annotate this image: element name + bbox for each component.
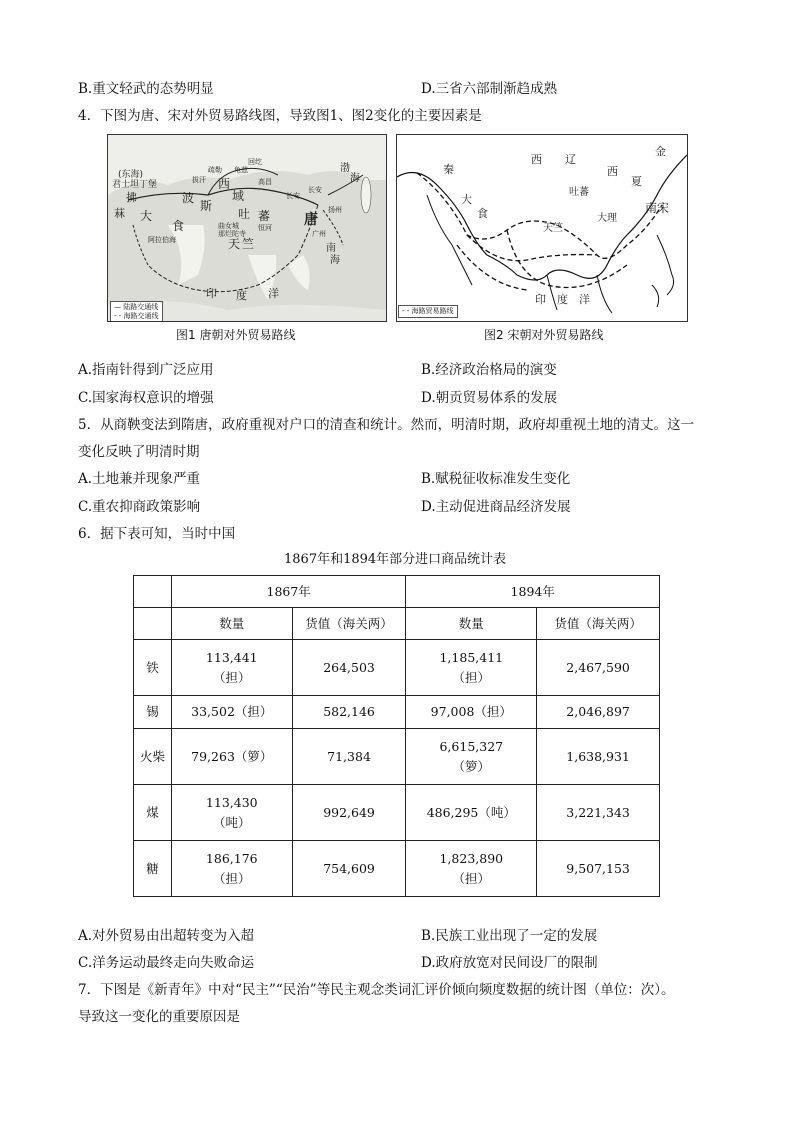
value-1894: 9,507,153 (537, 841, 660, 897)
map2-label-xi2: 西 (607, 165, 618, 178)
item-name: 糖 (134, 841, 172, 897)
map-tang-trade-routes (107, 134, 387, 322)
map2-label-da: 大 (461, 193, 472, 206)
map1-label-bo: 波 (182, 191, 195, 205)
q5-option-c: C.重农抑商政策影响 (78, 499, 201, 515)
map1-label-shi: 食 (172, 219, 185, 233)
table-row (134, 696, 660, 729)
quantity-1867 (171, 640, 292, 696)
map1-label-lin: 菻 (114, 207, 125, 220)
table-corner-cell-2 (134, 608, 172, 640)
quantity-1894-unit: （担） (452, 669, 491, 685)
quantity-1894-unit: （箩） (452, 758, 491, 774)
map1-label-zhu: 竺 (242, 237, 255, 251)
map1-legend-land: — 陆路交通线 (114, 303, 159, 311)
q6-option-a: A.对外贸易由出超转变为入超 (78, 928, 255, 944)
q6-stem: 6．据下表可知，当时中国 (78, 526, 236, 542)
map1-label-bo2: 渤 (340, 163, 350, 174)
table-row (134, 785, 660, 841)
map1-legend-land-label: 陆路交通线 (123, 303, 159, 311)
q5-option-b: B.赋税征收标准发生变化 (421, 471, 571, 487)
map2-label-xi: 西 (531, 153, 542, 166)
map1-label-huihe: 回纥 (248, 158, 262, 166)
q4-option-c: C.国家海权意识的增强 (78, 390, 214, 406)
map2-label-xia: 夏 (631, 175, 642, 188)
value-1867: 754,609 (292, 841, 406, 897)
map2-label-jin: 金 (655, 145, 666, 158)
q6-table-title: 1867年和1894年部分进口商品统计表 (284, 552, 507, 567)
quantity-1894-value: 6,615,327 (439, 738, 504, 754)
quantity-1894 (406, 785, 537, 841)
map1-label-shule: 疏勒 (208, 166, 222, 174)
q3-option-b: B.重文轻武的态势明显 (78, 81, 214, 97)
value-1867: 992,649 (292, 785, 406, 841)
map2-label-shi: 食 (477, 207, 488, 220)
quantity-1867 (171, 841, 292, 897)
quantity-1894 (406, 841, 537, 897)
q5-stem-line1: 5．从商鞅变法到隋唐，政府重视对户口的清查和统计。然而，明清时期，政府却重视土地的清丈。这一 (78, 417, 695, 433)
map2-label-tubo: 吐蕃 (569, 187, 589, 198)
q5-stem-line2: 变化反映了明清时期 (78, 444, 200, 460)
map2-label-qin: 秦 (443, 163, 454, 176)
q4-option-d: D.朝贡贸易体系的发展 (421, 390, 558, 406)
map1-label-xi: 西 (218, 177, 231, 191)
value-1894: 2,046,897 (537, 696, 660, 729)
map2-label-du: 度 (557, 293, 568, 306)
map2-legend: - - 海路贸易路线 (398, 305, 458, 318)
quantity-1867 (171, 696, 292, 729)
map2-label-nansong: 南宋 (645, 201, 670, 215)
map1-label-yang: 洋 (268, 287, 279, 300)
quantity-1867 (171, 785, 292, 841)
value-1894: 2,467,590 (537, 640, 660, 696)
item-name: 煤 (134, 785, 172, 841)
q6-option-c: C.洋务运动最终走向失败命运 (78, 955, 255, 971)
value-1894: 3,221,343 (537, 785, 660, 841)
quantity-1867-unit: （担） (213, 870, 251, 886)
value-1867: 71,384 (292, 729, 406, 785)
q5-option-d: D.主动促进商品经济发展 (421, 499, 571, 515)
map1-label-hai: 海 (350, 173, 360, 184)
value-1867: 582,146 (292, 696, 406, 729)
year-1867-header: 1867年 (171, 576, 406, 608)
quantity-1867-unit: （吨） (213, 814, 251, 830)
q5-option-a: A.土地兼并现象严重 (78, 471, 201, 487)
q6-option-d: D.政府放宽对民间设厂的限制 (421, 955, 598, 971)
table-year-row (134, 576, 660, 608)
map1-label-yu: 域 (232, 189, 245, 203)
quantity-1867-value: 79,263（箩） (191, 748, 273, 764)
map2-label-yang: 洋 (579, 293, 590, 306)
quantity-1867-unit: （担） (213, 669, 251, 685)
table-row (134, 640, 660, 696)
map1-label-tian: 天 (228, 237, 241, 251)
quantity-1894-unit: （担） (452, 870, 491, 886)
table-row (134, 729, 660, 785)
map1-label-yangzhou: 扬州 (328, 206, 342, 214)
map1-label-changan-2: 长安 (308, 186, 322, 194)
table-row (134, 841, 660, 897)
q4-stem: 4．下图为唐、宋对外贸易路线图，导致图1、图2变化的主要因素是 (78, 108, 482, 124)
map2-label-dali: 大理 (597, 213, 617, 224)
map1-label-nalanduo: 那烂陀寺 (218, 230, 246, 238)
col-header-quantity-1867: 数量 (171, 608, 292, 640)
quantity-1894 (406, 640, 537, 696)
q3-option-d: D.三省六部制渐趋成熟 (421, 81, 558, 97)
map1-label-fan: 蕃 (258, 209, 271, 223)
q4-option-a: A.指南针得到广泛应用 (78, 362, 214, 378)
quantity-1867 (171, 729, 292, 785)
map1-label-qunucheng: 曲女城 (218, 222, 239, 230)
quantity-1867-value: 33,502（担） (191, 704, 273, 719)
q7-stem-line1: 7．下图是《新青年》中对“民主”“民治”等民主观念类词汇评价倾向频度数据的统计图（单位：次）。 (78, 982, 675, 998)
map1-label-du: 度 (236, 289, 247, 302)
map1-label-guangzhou: 广州 (312, 230, 326, 238)
import-stats-table (133, 575, 660, 897)
quantity-1894 (406, 729, 537, 785)
quantity-1894-value: 1,185,411 (439, 649, 504, 665)
map1-label-yin: 印 (206, 287, 217, 300)
map1-caption: 图1 唐朝对外贸易路线 (176, 328, 296, 342)
map1-label-fu: 拂 (126, 191, 137, 204)
map-song-trade-routes (396, 134, 688, 322)
quantity-1894 (406, 696, 537, 729)
col-header-quantity-1894: 数量 (406, 608, 537, 640)
item-name: 铁 (134, 640, 172, 696)
map2-label-yin: 印 (535, 293, 546, 306)
map1-legend-sea-label: 海路交通线 (123, 312, 159, 320)
map1-label-tang: 唐 (304, 212, 318, 228)
map1-label-arabian-sea: 阿拉伯海 (148, 236, 176, 244)
map1-label-constantinople: 君士坦丁堡 (112, 180, 158, 190)
map1-label-si: 斯 (200, 199, 213, 213)
q7-stem-line2: 导致这一变化的重要原因是 (78, 1009, 240, 1025)
quantity-1867-value: 186,176 (205, 850, 258, 866)
quantity-1894-value: 97,008（担） (430, 704, 512, 719)
map1-legend (110, 301, 163, 322)
quantity-1867-value: 113,430 (205, 794, 258, 810)
table-corner-cell (134, 576, 172, 608)
map1-label-da: 大 (140, 209, 153, 223)
col-header-value-1894: 货值（海关两） (537, 608, 660, 640)
value-1894: 1,638,931 (537, 729, 660, 785)
map1-label-gaochang: 高昌 (258, 178, 272, 186)
map1-label-donghai: (东海) (118, 170, 144, 180)
map1-label-henghe: 恒河 (258, 224, 272, 232)
quantity-1867-value: 113,441 (205, 649, 258, 665)
map1-label-tu: 吐 (238, 207, 251, 221)
quantity-1894-value: 486,295（吨） (426, 804, 516, 820)
q4-option-b: B.经济政治格局的演变 (421, 362, 557, 378)
map1-label-hai2: 海 (330, 255, 340, 266)
item-name: 锡 (134, 696, 172, 729)
map2-legend-label: 海路贸易路线 (411, 307, 454, 315)
map1-label-qiuci: 龟兹 (234, 166, 248, 174)
quantity-1894-value: 1,823,890 (439, 850, 504, 866)
col-header-value-1867: 货值（海关两） (292, 608, 406, 640)
value-1867: 264,503 (292, 640, 406, 696)
year-1894-header: 1894年 (406, 576, 660, 608)
map1-label-nan: 南 (326, 243, 336, 254)
map1-label-bahan: 拔汗 (192, 176, 206, 184)
item-name: 火柴 (134, 729, 172, 785)
map2-caption: 图2 宋朝对外贸易路线 (484, 328, 604, 342)
map1-label-changan: 长安 (286, 192, 300, 200)
map2-label-liao: 辽 (565, 153, 576, 166)
map1-legend-sea: - - 海路交通线 (114, 312, 159, 320)
q6-option-b: B.民族工业出现了一定的发展 (421, 928, 598, 944)
map2-label-tianzhu: 天竺 (543, 223, 563, 234)
table-column-header-row (134, 608, 660, 640)
